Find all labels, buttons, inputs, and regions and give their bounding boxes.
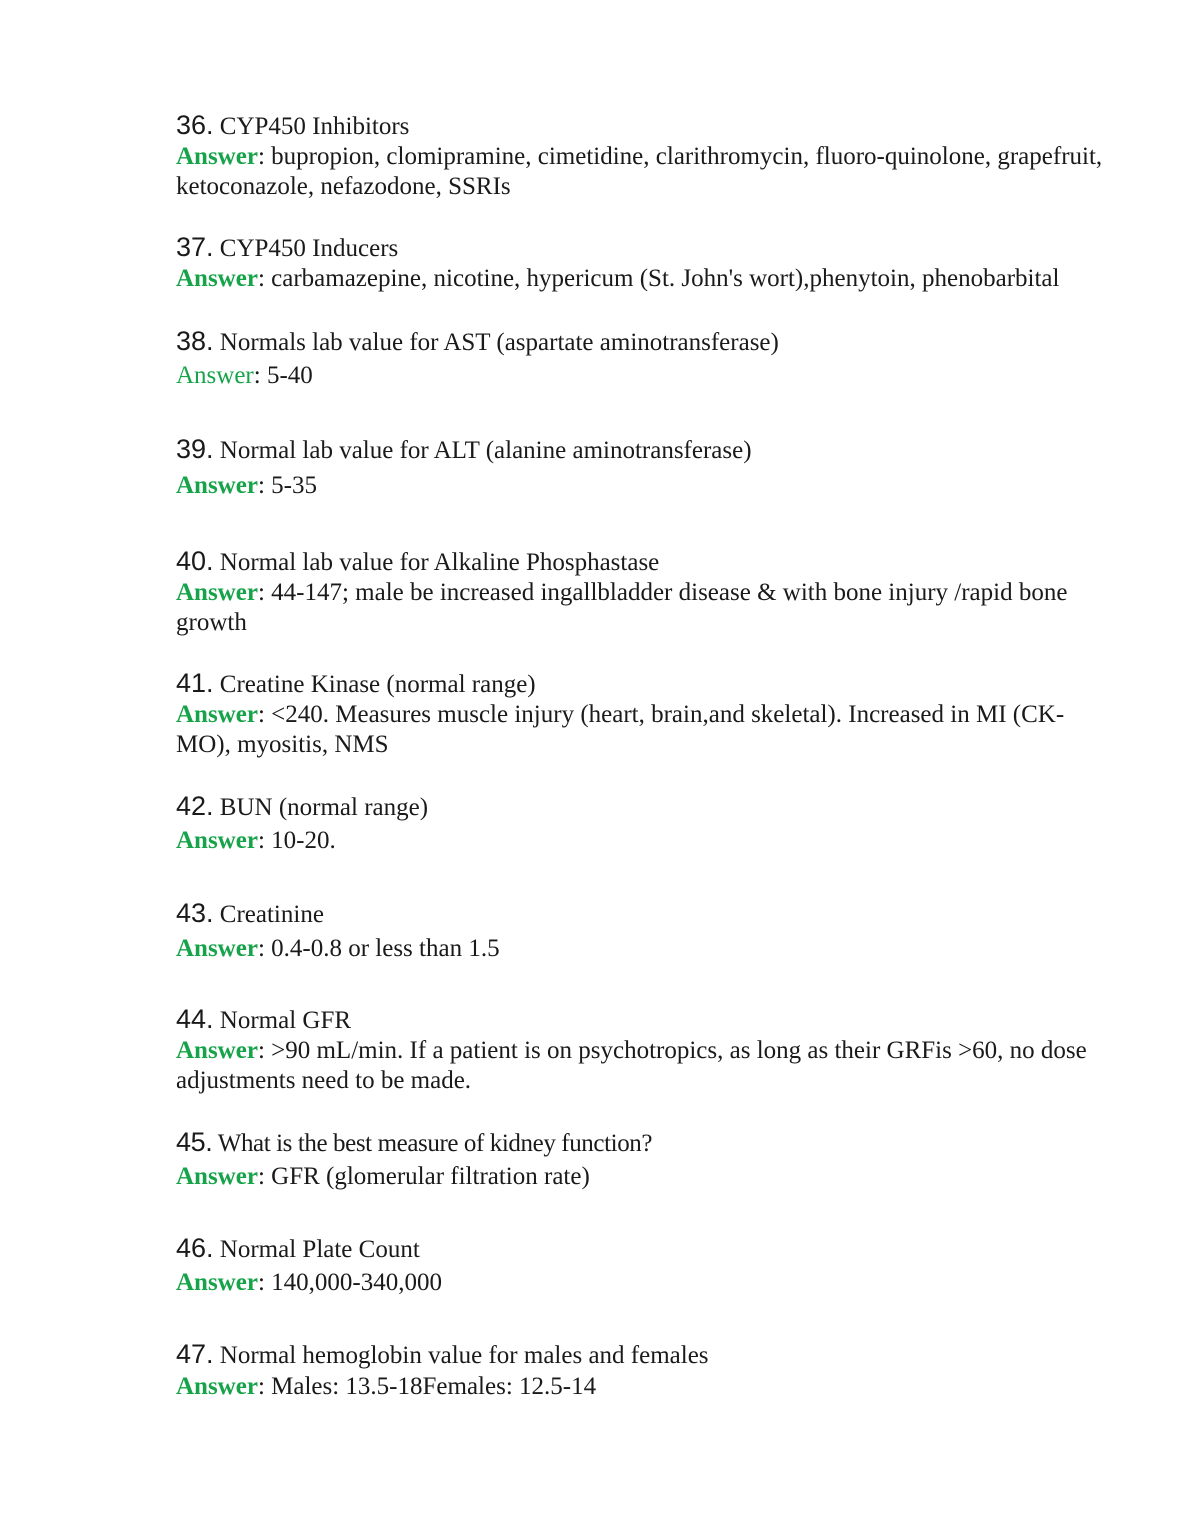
answer: Answer: GFR (glomerular filtration rate) [176, 1163, 590, 1190]
qa-item-45 [176, 1126, 1116, 1194]
answer-label: Answer [176, 701, 258, 728]
question [176, 546, 1116, 578]
answer-label: Answer [176, 1037, 258, 1064]
question-number: 42. [176, 791, 214, 821]
answer-text: >90 mL/min. If a patient is on psychotropics, as long as their GRFis >60, no dose adjustments need to be made. [176, 1037, 1087, 1094]
answer-label: Answer [176, 935, 258, 962]
question-text: Normal hemoglobin value for males and females [219, 1342, 709, 1369]
answer-text: 5-40 [266, 362, 313, 389]
qa-item-47 [176, 1338, 1116, 1402]
question-text: What is the best measure of kidney function? [217, 1130, 653, 1157]
question [176, 896, 1116, 932]
answer: Answer: 5-35 [176, 472, 317, 499]
document-page [176, 110, 1116, 1402]
question [176, 232, 1116, 264]
qa-item-38 [176, 324, 1116, 392]
question-text: Normal lab value for Alkaline Phosphastase [219, 549, 660, 576]
answer-label: Answer [176, 1269, 258, 1296]
answer: Answer: 140,000-340,000 [176, 1269, 442, 1296]
qa-item-42 [176, 790, 1116, 858]
question-text: Normal Plate Count [219, 1236, 420, 1263]
answer-label: Answer [176, 579, 258, 606]
question [176, 1126, 1116, 1160]
answer-label: Answer [176, 1163, 258, 1190]
answer-label: Answer [176, 362, 254, 389]
answer: Answer: carbamazepine, nicotine, hypericum (St. John's wort),phenytoin, phenobarbital [176, 265, 1060, 292]
answer-text: Males: 13.5-18Females: 12.5-14 [271, 1373, 597, 1400]
question [176, 1004, 1116, 1036]
qa-item-43 [176, 896, 1116, 966]
answer-text: 10-20. [271, 827, 336, 854]
qa-item-37 [176, 232, 1116, 294]
qa-item-39 [176, 432, 1116, 504]
answer-label: Answer [176, 265, 258, 292]
question-text: Normal lab value for ALT (alanine aminotransferase) [219, 437, 752, 464]
answer: Answer: 5-40 [176, 362, 313, 389]
answer-text: 140,000-340,000 [271, 1269, 442, 1296]
answer-label: Answer [176, 827, 258, 854]
question-number: 41. [176, 668, 214, 698]
question-number: 40. [176, 546, 214, 576]
question-text: BUN (normal range) [219, 794, 429, 821]
question-number: 46. [176, 1233, 214, 1263]
answer: Answer: 0.4-0.8 or less than 1.5 [176, 935, 500, 962]
answer: Answer: bupropion, clomipramine, cimetidine, clarithromycin, fluoro-quinolone, grapefruit, ketoconazole, nefazodone, SSRIs [176, 143, 1103, 200]
answer-text: <240. Measures muscle injury (heart, brain,and skeletal). Increased in MI (CK-MO), myositis, NMS [176, 701, 1065, 758]
question [176, 1338, 1116, 1372]
answer: Answer: 10-20. [176, 827, 336, 854]
answer: Answer: 44-147; male be increased ingallbladder disease & with bone injury /rapid bone growth [176, 579, 1068, 636]
question-number: 44. [176, 1004, 214, 1034]
question-number: 38. [176, 326, 214, 356]
answer-label: Answer [176, 1373, 258, 1400]
question-number: 47. [176, 1339, 214, 1369]
question-text: Creatine Kinase (normal range) [219, 671, 536, 698]
answer-label: Answer [176, 143, 258, 170]
answer: Answer: <240. Measures muscle injury (heart, brain,and skeletal). Increased in MI (CK-MO), myositis, NMS [176, 701, 1065, 758]
qa-item-44 [176, 1004, 1116, 1096]
question [176, 790, 1116, 824]
question-text: CYP450 Inducers [219, 235, 399, 262]
answer-text: carbamazepine, nicotine, hypericum (St. John's wort),phenytoin, phenobarbital [271, 265, 1060, 292]
question [176, 668, 1116, 700]
question [176, 1232, 1116, 1266]
question-number: 39. [176, 434, 214, 464]
qa-item-36 [176, 110, 1116, 202]
answer-text: 0.4-0.8 or less than 1.5 [271, 935, 500, 962]
answer-text: 44-147; male be increased ingallbladder disease & with bone injury /rapid bone growth [176, 579, 1068, 636]
qa-item-41 [176, 668, 1116, 760]
question-text: Normal GFR [219, 1007, 352, 1034]
question-text: Normals lab value for AST (aspartate aminotransferase) [219, 329, 779, 356]
answer-text: GFR (glomerular filtration rate) [271, 1163, 590, 1190]
answer-label: Answer [176, 472, 258, 499]
question-number: 36. [176, 110, 214, 140]
question [176, 324, 1116, 360]
answer: Answer: >90 mL/min. If a patient is on psychotropics, as long as their GRFis >60, no dose adjustments need to be made. [176, 1037, 1087, 1094]
qa-item-46 [176, 1232, 1116, 1300]
question-number: 37. [176, 232, 214, 262]
question-number: 43. [176, 898, 214, 928]
answer-text: bupropion, clomipramine, cimetidine, clarithromycin, fluoro-quinolone, grapefruit, ketoconazole, nefazodone, SSRIs [176, 143, 1103, 200]
question-text: CYP450 Inhibitors [219, 113, 410, 140]
answer-text: 5-35 [271, 472, 317, 499]
question [176, 432, 1116, 468]
question-number: 45. [176, 1127, 213, 1157]
qa-item-40 [176, 546, 1116, 638]
answer: Answer: Males: 13.5-18Females: 12.5-14 [176, 1373, 597, 1400]
question-text: Creatinine [219, 901, 324, 928]
question [176, 110, 1116, 142]
